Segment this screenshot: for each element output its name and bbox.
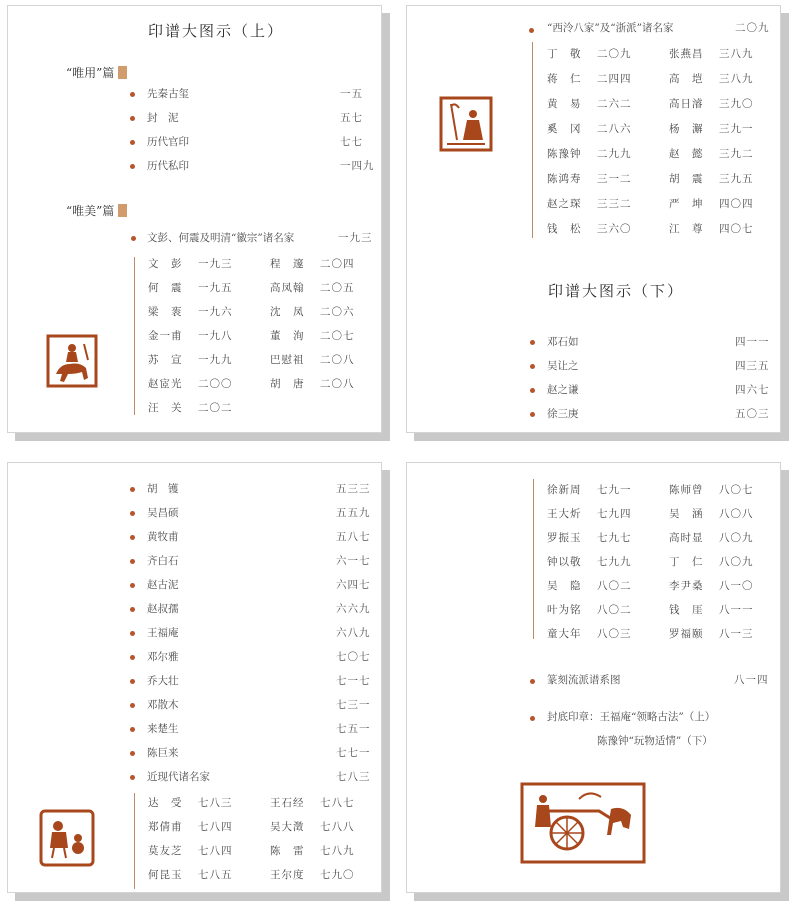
name-page: 八一一	[719, 604, 754, 616]
name-entry: 陈鸿寿	[547, 173, 582, 185]
entry-page: 五〇三	[735, 408, 770, 420]
page-4	[406, 462, 781, 893]
name-entry: 黄 易	[547, 98, 582, 110]
name-entry: 高 垲	[669, 73, 704, 85]
entry-label[interactable]: 来楚生	[147, 723, 179, 735]
page-1	[7, 5, 382, 433]
entry-label[interactable]: 封 泥	[147, 112, 179, 124]
name-page: 八〇二	[597, 604, 632, 616]
small-seal-icon	[118, 66, 127, 79]
name-page: 三三二	[597, 198, 632, 210]
cover-seal-note: 封底印章：王福庵“领略古法”（上）	[547, 711, 716, 723]
name-page: 八一〇	[719, 580, 754, 592]
name-page: 三一二	[597, 173, 632, 185]
name-page: 三八九	[719, 73, 754, 85]
entry-page: 五三三	[336, 483, 371, 495]
bullet-dot	[130, 655, 135, 660]
name-list-rule	[134, 793, 135, 889]
name-entry: 赵 懿	[669, 148, 704, 160]
name-page: 七九一	[597, 484, 632, 496]
entry-label[interactable]: 胡 镬	[147, 483, 179, 495]
name-entry: 高日濬	[669, 98, 704, 110]
name-entry: 高时显	[669, 532, 704, 544]
name-page: 二〇六	[320, 306, 355, 318]
entry-page: 七七	[340, 136, 363, 148]
name-page: 八〇九	[719, 556, 754, 568]
entry-page: 六一七	[336, 555, 371, 567]
bullet-dot	[130, 487, 135, 492]
name-entry: 徐新周	[547, 484, 582, 496]
name-entry: 高凤翰	[270, 282, 305, 294]
name-page: 七八四	[198, 821, 233, 833]
name-page: 二〇〇	[198, 378, 233, 390]
entry-label[interactable]: 王福庵	[147, 627, 179, 639]
name-page: 七八三	[198, 797, 233, 809]
name-entry: 何 震	[148, 282, 183, 294]
name-entry: 何昆玉	[148, 869, 183, 881]
bullet-dot	[130, 92, 135, 97]
name-page: 二九九	[597, 148, 632, 160]
entry-label[interactable]: 黄牧甫	[147, 531, 179, 543]
small-seal-icon	[118, 204, 127, 217]
bullet-dot	[130, 703, 135, 708]
entry-label[interactable]: 齐白石	[147, 555, 179, 567]
name-entry: 严 坤	[669, 198, 704, 210]
page-2	[406, 5, 781, 433]
bullet-dot	[530, 716, 535, 721]
name-entry: 钱 厓	[669, 604, 704, 616]
name-page: 四〇七	[719, 223, 754, 235]
name-entry: 王尔度	[270, 869, 305, 881]
entry-label[interactable]: 先秦古玺	[147, 88, 189, 100]
name-page: 三九五	[719, 173, 754, 185]
name-page: 七八五	[198, 869, 233, 881]
entry-label[interactable]: 陈巨来	[147, 747, 179, 759]
entry-label[interactable]: 赵古泥	[147, 579, 179, 591]
entry-label[interactable]: 吴昌硕	[147, 507, 179, 519]
name-page: 二四四	[597, 73, 632, 85]
bullet-dot	[530, 679, 535, 684]
page-3	[7, 462, 382, 893]
name-entry: 蒋 仁	[547, 73, 582, 85]
seal-rider-icon	[46, 334, 98, 388]
name-entry: 陈豫钟	[547, 148, 582, 160]
entry-page: 一九三	[338, 232, 373, 244]
name-page: 八〇三	[597, 628, 632, 640]
name-list-rule	[532, 42, 533, 238]
bullet-dot	[130, 535, 135, 540]
name-page: 三九一	[719, 123, 754, 135]
entry-page: 七〇七	[336, 651, 371, 663]
name-page: 七八七	[320, 797, 355, 809]
bullet-dot	[530, 388, 535, 393]
entry-page: 八一四	[734, 674, 769, 686]
name-page: 三九〇	[719, 98, 754, 110]
name-entry: 赵之琛	[547, 198, 582, 210]
bullet-dot	[131, 236, 136, 241]
name-page: 三六〇	[597, 223, 632, 235]
section-label: “唯用”篇	[66, 66, 115, 80]
seal-chariot-icon	[519, 781, 647, 865]
name-entry: 苏 宣	[148, 354, 183, 366]
name-entry: 王大炘	[547, 508, 582, 520]
bullet-dot	[130, 775, 135, 780]
entry-page: 六八九	[336, 627, 371, 639]
name-page: 一九五	[198, 282, 233, 294]
entry-page: 七一七	[336, 675, 371, 687]
name-entry: 李尹桑	[669, 580, 704, 592]
name-entry: 陈师曾	[669, 484, 704, 496]
toc-title-lower: 印谱大图示（下）	[548, 282, 685, 300]
entry-label[interactable]: 邓散木	[147, 699, 179, 711]
name-page: 四〇四	[719, 198, 754, 210]
name-entry: 梁 袠	[148, 306, 183, 318]
name-page: 七八四	[198, 845, 233, 857]
entry-label[interactable]: “西泠八家”及“浙派”诸名家	[547, 22, 674, 34]
name-page: 八〇二	[597, 580, 632, 592]
name-page: 七九九	[597, 556, 632, 568]
entry-page: 七七一	[336, 747, 371, 759]
name-entry: 童大年	[547, 628, 582, 640]
name-page: 二〇八	[320, 354, 355, 366]
name-page: 八〇九	[719, 532, 754, 544]
entry-page: 一五	[340, 88, 363, 100]
name-entry: 沈 凤	[270, 306, 305, 318]
name-list-rule	[134, 257, 135, 415]
name-page: 八一三	[719, 628, 754, 640]
name-list-rule	[533, 479, 534, 639]
entry-label[interactable]: 文彭、何震及明清“徽宗”诸名家	[147, 232, 295, 244]
name-entry: 文 彭	[148, 258, 183, 270]
entry-page: 四六七	[735, 384, 770, 396]
entry-page: 七八三	[336, 771, 371, 783]
name-page: 七八九	[320, 845, 355, 857]
name-entry: 杨 澥	[669, 123, 704, 135]
name-entry: 罗福颐	[669, 628, 704, 640]
bullet-dot	[130, 631, 135, 636]
name-entry: 莫友芝	[148, 845, 183, 857]
name-page: 一九三	[198, 258, 233, 270]
entry-label[interactable]: 徐三庚	[547, 408, 579, 420]
seal-scholar-icon	[439, 96, 493, 152]
name-page: 二〇八	[320, 378, 355, 390]
name-page: 二〇五	[320, 282, 355, 294]
name-entry: 吴大澂	[270, 821, 305, 833]
entry-page: 一四九	[340, 160, 375, 172]
name-page: 二六二	[597, 98, 632, 110]
bullet-dot	[130, 751, 135, 756]
entry-label[interactable]: 历代官印	[147, 136, 189, 148]
name-entry: 程 邃	[270, 258, 305, 270]
bullet-dot	[529, 28, 534, 33]
bullet-dot	[130, 164, 135, 169]
bullet-dot	[530, 412, 535, 417]
name-entry: 吴 涵	[669, 508, 704, 520]
name-entry: 达 受	[148, 797, 183, 809]
name-entry: 巴慰祖	[270, 354, 305, 366]
name-page: 一九九	[198, 354, 233, 366]
bullet-dot	[130, 116, 135, 121]
name-entry: 叶为铭	[547, 604, 582, 616]
entry-label[interactable]: 乔大壮	[147, 675, 179, 687]
name-entry: 钟以敬	[547, 556, 582, 568]
bullet-dot	[130, 583, 135, 588]
name-page: 八〇七	[719, 484, 754, 496]
name-page: 二八六	[597, 123, 632, 135]
name-page: 七九〇	[320, 869, 355, 881]
entry-page: 四三五	[735, 360, 770, 372]
name-page: 二〇二	[198, 402, 233, 414]
name-entry: 张燕昌	[669, 48, 704, 60]
entry-page: 五五九	[336, 507, 371, 519]
bullet-dot	[530, 364, 535, 369]
name-page: 一九六	[198, 306, 233, 318]
bullet-dot	[130, 727, 135, 732]
seal-figure-gourd-icon	[38, 808, 96, 868]
name-page: 七九七	[597, 532, 632, 544]
name-entry: 胡 震	[669, 173, 704, 185]
name-page: 七八八	[320, 821, 355, 833]
name-entry: 陈 雷	[270, 845, 305, 857]
name-page: 七九四	[597, 508, 632, 520]
name-page: 二〇九	[597, 48, 632, 60]
entry-label[interactable]: 邓石如	[547, 336, 579, 348]
bullet-dot	[530, 340, 535, 345]
name-entry: 吴 隐	[547, 580, 582, 592]
name-page: 二〇七	[320, 330, 355, 342]
section-label: “唯美”篇	[66, 204, 115, 218]
name-entry: 董 洵	[270, 330, 305, 342]
section-heading-beauty	[66, 202, 127, 219]
name-entry: 奚 冈	[547, 123, 582, 135]
entry-page: 六四七	[336, 579, 371, 591]
bullet-dot	[130, 559, 135, 564]
name-page: 一九八	[198, 330, 233, 342]
entry-label[interactable]: 篆刻流派谱系图	[547, 674, 621, 686]
name-entry: 汪 关	[148, 402, 183, 414]
name-page: 三八九	[719, 48, 754, 60]
bullet-dot	[130, 140, 135, 145]
entry-label[interactable]: 吴让之	[547, 360, 579, 372]
name-entry: 胡 唐	[270, 378, 305, 390]
entry-label[interactable]: 历代私印	[147, 160, 189, 172]
name-page: 八〇八	[719, 508, 754, 520]
name-page: 三九二	[719, 148, 754, 160]
name-entry: 赵宧光	[148, 378, 183, 390]
name-entry: 郑倩甫	[148, 821, 183, 833]
name-entry: 钱 松	[547, 223, 582, 235]
entry-page: 五七	[340, 112, 363, 124]
name-entry: 金一甫	[148, 330, 183, 342]
name-entry: 王石经	[270, 797, 305, 809]
entry-page: 七五一	[336, 723, 371, 735]
entry-label[interactable]: 赵叔孺	[147, 603, 179, 615]
entry-page: 七三一	[336, 699, 371, 711]
cover-seal-note-line2: 陈豫钟“玩物适情”（下）	[597, 735, 713, 747]
name-entry: 丁 敬	[547, 48, 582, 60]
entry-page: 四一一	[735, 336, 770, 348]
entry-page: 五八七	[336, 531, 371, 543]
name-entry: 丁 仁	[669, 556, 704, 568]
name-entry: 江 尊	[669, 223, 704, 235]
entry-label[interactable]: 邓尔雅	[147, 651, 179, 663]
entry-page: 二〇九	[735, 22, 770, 34]
bullet-dot	[130, 679, 135, 684]
bullet-dot	[130, 607, 135, 612]
bullet-dot	[130, 511, 135, 516]
entry-label[interactable]: 赵之谦	[547, 384, 579, 396]
name-entry: 罗振玉	[547, 532, 582, 544]
entry-label[interactable]: 近现代诸名家	[147, 771, 210, 783]
entry-page: 六六九	[336, 603, 371, 615]
section-heading-use	[66, 64, 127, 81]
name-page: 二〇四	[320, 258, 355, 270]
toc-title-upper: 印谱大图示（上）	[148, 22, 285, 40]
